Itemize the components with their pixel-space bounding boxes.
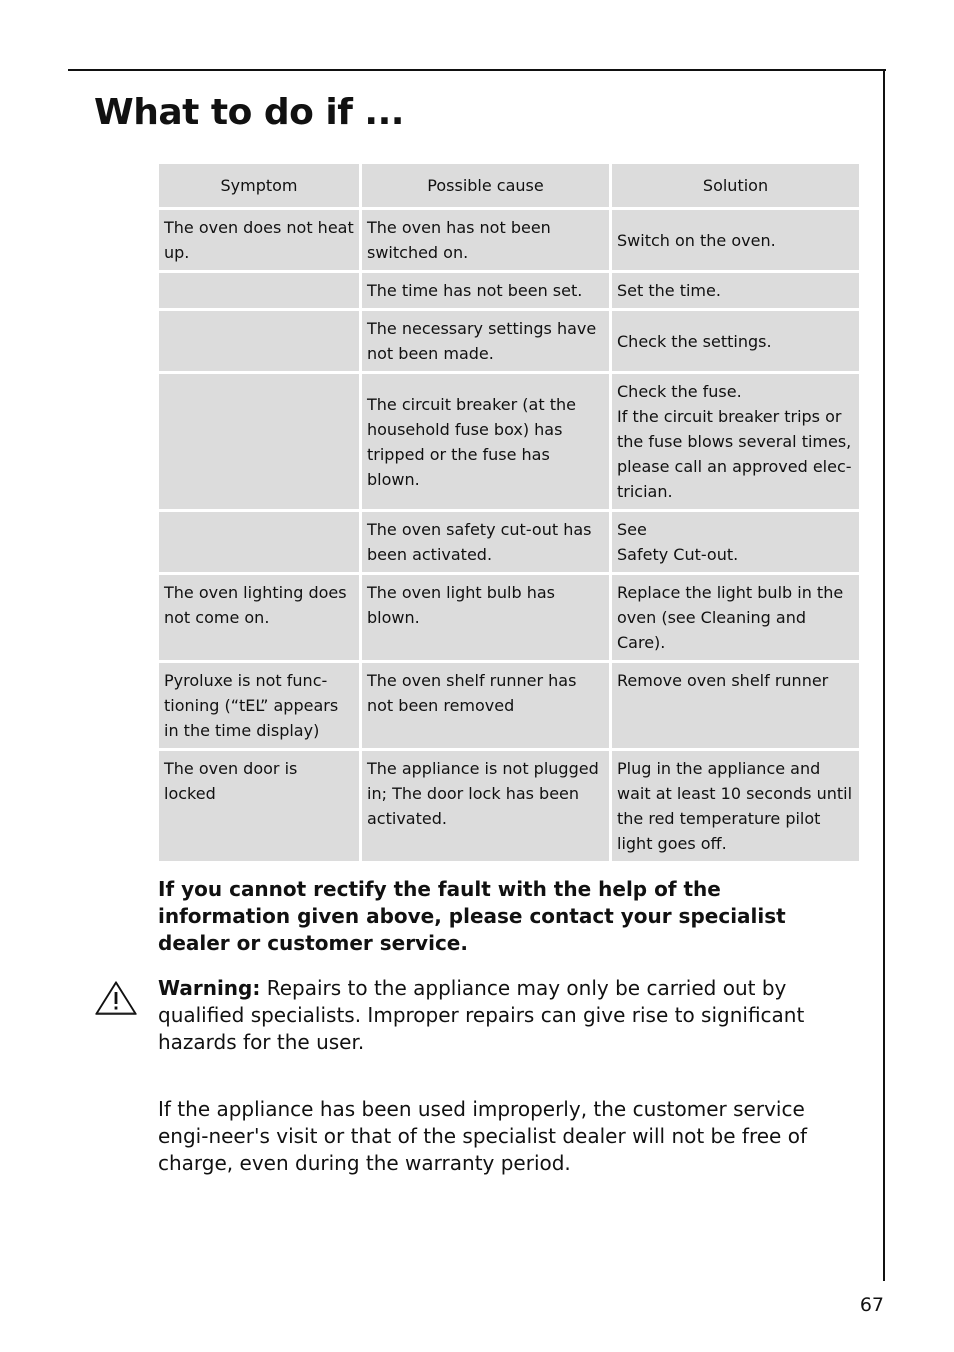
table-row	[159, 751, 859, 861]
symptom-cell	[159, 311, 359, 371]
symptom-cell	[159, 374, 359, 509]
symptom-cell: Pyroluxe is not func-tioning (“tEL” appears in the time display)	[159, 663, 359, 748]
table-row	[159, 575, 859, 660]
side-rule	[883, 69, 885, 1281]
cause-cell: The oven light bulb has blown.	[362, 575, 609, 660]
page-title: What to do if ...	[94, 92, 404, 133]
column-header-solution: Solution	[612, 164, 859, 207]
cause-cell: The oven has not been switched on.	[362, 210, 609, 270]
warning-paragraph	[158, 975, 858, 1056]
solution-line: See	[617, 520, 647, 539]
symptom-cell: The oven door is locked	[159, 751, 359, 861]
solution-line: Check the fuse.	[617, 382, 742, 401]
table-row	[159, 273, 859, 308]
cause-cell: The appliance is not plugged in; The door lock has been activated.	[362, 751, 609, 861]
symptom-cell	[159, 273, 359, 308]
table-row	[159, 311, 859, 371]
symptom-cell	[159, 512, 359, 572]
table-row	[159, 512, 859, 572]
solution-cell: Check the settings.	[612, 311, 859, 371]
table-row	[159, 374, 859, 509]
solution-cell: Switch on the oven.	[612, 210, 859, 270]
solution-line: If the circuit breaker trips or the fuse blows several times, please call an approved elec-trician.	[617, 407, 852, 501]
column-header-cause: Possible cause	[362, 164, 609, 207]
table-row	[159, 663, 859, 748]
warning-triangle-icon	[94, 980, 138, 1016]
solution-cell	[612, 512, 859, 572]
column-header-symptom: Symptom	[159, 164, 359, 207]
cause-cell: The time has not been set.	[362, 273, 609, 308]
warning-body: Repairs to the appliance may only be carried out by qualified specialists. Improper repairs can give rise to significant hazards for the user.	[158, 976, 805, 1054]
symptom-cell: The oven lighting does not come on.	[159, 575, 359, 660]
cause-cell: The circuit breaker (at the household fuse box) has tripped or the fuse has blown.	[362, 374, 609, 509]
page-number: 67	[859, 1294, 884, 1316]
table-row	[159, 210, 859, 270]
cause-cell: The necessary settings have not been made.	[362, 311, 609, 371]
solution-cell: Remove oven shelf runner	[612, 663, 859, 748]
improper-use-paragraph: If the appliance has been used improperly, the customer service engi-neer's visit or that of the specialist dealer will not be free of charge, even during the warranty period.	[158, 1097, 807, 1175]
table-header-row	[159, 164, 859, 207]
contact-service-note: If you cannot rectify the fault with the help of the information given above, please contact your specialist dealer or customer service.	[158, 877, 786, 955]
solution-cell	[612, 374, 859, 509]
solution-cell: Replace the light bulb in the oven (see Cleaning and Care).	[612, 575, 859, 660]
cause-cell: The oven safety cut-out has been activated.	[362, 512, 609, 572]
solution-cell: Plug in the appliance and wait at least 10 seconds until the red temperature pilot light goes off.	[612, 751, 859, 861]
cause-cell: The oven shelf runner has not been removed	[362, 663, 609, 748]
warning-label: Warning:	[158, 976, 261, 1000]
solution-cell: Set the time.	[612, 273, 859, 308]
symptom-cell: The oven does not heat up.	[159, 210, 359, 270]
troubleshooting-table	[156, 161, 862, 864]
solution-line: Safety Cut-out.	[617, 545, 739, 564]
top-rule	[68, 69, 886, 71]
